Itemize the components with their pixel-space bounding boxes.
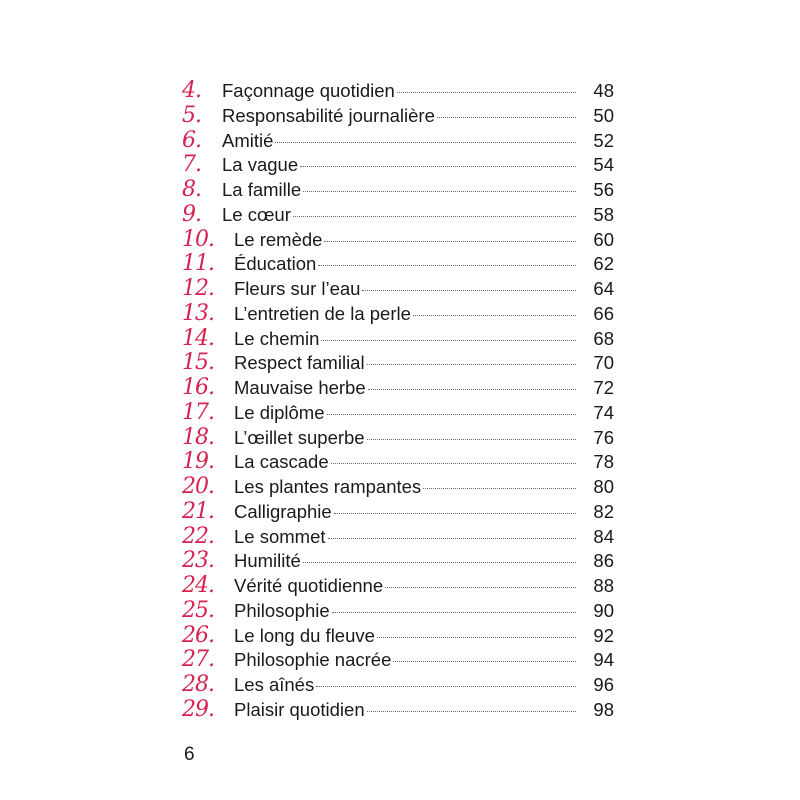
- toc-entry: [182, 698, 614, 723]
- chapter-title: Mauvaise herbe: [234, 377, 366, 398]
- chapter-number: 23.: [182, 548, 214, 574]
- dot-leader: [303, 562, 576, 563]
- chapter-number: 13.: [182, 300, 214, 326]
- toc-entry: [182, 475, 614, 500]
- toc-entry: [182, 327, 614, 352]
- toc-entry: [182, 302, 614, 327]
- toc-entry: [182, 376, 614, 401]
- chapter-title: Plaisir quotidien: [234, 698, 365, 720]
- dot-leader: [367, 711, 576, 712]
- chapter-page: 74: [593, 401, 614, 423]
- chapter-page: 48: [593, 80, 614, 101]
- toc-entry: [182, 203, 614, 228]
- chapter-title: Le diplôme: [234, 401, 325, 423]
- chapter-title: La vague: [222, 154, 299, 176]
- dot-leader: [362, 290, 576, 291]
- toc-entry: [182, 351, 614, 376]
- chapter-number: 7.: [182, 152, 201, 178]
- dot-leader: [332, 612, 576, 613]
- dot-leader: [437, 117, 576, 118]
- chapter-page: 76: [593, 426, 614, 448]
- chapter-page: 68: [593, 327, 614, 349]
- chapter-title: La famille: [222, 179, 302, 200]
- chapter-title: Façonnage quotidien: [222, 80, 395, 101]
- toc-entry: [182, 426, 614, 451]
- dot-leader: [331, 463, 576, 464]
- chapter-page: 84: [593, 525, 614, 547]
- toc-entry: [182, 228, 614, 253]
- chapter-title: Le long du fleuve: [234, 624, 375, 646]
- chapter-title: Le sommet: [234, 525, 326, 547]
- chapter-page: 92: [593, 624, 614, 646]
- toc-entry: [182, 401, 614, 426]
- chapter-number: 11.: [182, 251, 214, 277]
- page-number: 6: [184, 744, 195, 765]
- toc-entry: [182, 104, 614, 129]
- chapter-number: 26.: [182, 622, 214, 648]
- chapter-page: 50: [593, 104, 614, 126]
- chapter-number: 12.: [182, 276, 214, 301]
- dot-leader: [385, 587, 576, 588]
- chapter-title: Humilité: [234, 550, 301, 572]
- chapter-title: Les aînés: [234, 674, 315, 695]
- chapter-title: Respect familial: [234, 352, 365, 374]
- chapter-number: 6.: [182, 127, 201, 153]
- dot-leader: [303, 191, 576, 192]
- chapter-page: 70: [593, 352, 614, 374]
- chapter-page: 78: [593, 451, 614, 473]
- chapter-number: 14.: [182, 325, 214, 351]
- toc-entry: [182, 450, 614, 475]
- chapter-number: 9.: [182, 201, 201, 227]
- chapter-number: 24.: [182, 573, 214, 598]
- chapter-title: La cascade: [234, 451, 329, 473]
- chapter-number: 10.: [182, 226, 214, 252]
- chapter-title: Vérité quotidienne: [234, 575, 384, 596]
- dot-leader: [367, 364, 576, 365]
- toc-entry: [182, 648, 614, 673]
- chapter-number: 5.: [182, 102, 201, 128]
- chapter-title: Responsabilité journalière: [222, 104, 435, 126]
- dot-leader: [393, 661, 576, 662]
- chapter-title: Le cœur: [222, 203, 291, 225]
- chapter-title: Amitié: [222, 129, 274, 151]
- toc-entry: [182, 153, 614, 178]
- toc-entry: [182, 129, 614, 154]
- chapter-number: 28.: [182, 672, 214, 697]
- chapter-page: 98: [593, 698, 614, 720]
- chapter-page: 90: [593, 599, 614, 621]
- chapter-number: 17.: [182, 399, 214, 425]
- toc-entry: [182, 525, 614, 550]
- dot-leader: [324, 241, 576, 242]
- chapter-page: 72: [593, 377, 614, 398]
- chapter-title: L’œillet superbe: [234, 426, 365, 448]
- chapter-number: 19.: [182, 449, 214, 475]
- chapter-page: 66: [593, 302, 614, 324]
- dot-leader: [300, 166, 576, 167]
- dot-leader: [334, 513, 576, 514]
- toc-entry: [182, 79, 614, 104]
- dot-leader: [316, 686, 576, 687]
- toc-entry: [182, 574, 614, 599]
- chapter-number: 15.: [182, 350, 214, 376]
- table-of-contents: [182, 79, 614, 723]
- chapter-page: 88: [593, 575, 614, 596]
- chapter-page: 86: [593, 550, 614, 572]
- toc-entry: [182, 624, 614, 649]
- toc-entry: [182, 500, 614, 525]
- chapter-number: 29.: [182, 696, 214, 722]
- chapter-number: 20.: [182, 474, 214, 499]
- chapter-number: 27.: [182, 647, 214, 673]
- chapter-page: 64: [593, 278, 614, 299]
- toc-entry: [182, 252, 614, 277]
- dot-leader: [423, 488, 576, 489]
- chapter-number: 21.: [182, 498, 214, 524]
- dot-leader: [275, 142, 576, 143]
- chapter-title: Le chemin: [234, 327, 320, 349]
- toc-entry: [182, 673, 614, 698]
- chapter-page: 96: [593, 674, 614, 695]
- dot-leader: [328, 538, 576, 539]
- chapter-page: 80: [593, 476, 614, 497]
- chapter-title: L’entretien de la perle: [234, 302, 411, 324]
- chapter-page: 62: [593, 253, 614, 275]
- dot-leader: [318, 265, 576, 266]
- chapter-title: Philosophie: [234, 599, 330, 621]
- chapter-title: Éducation: [234, 253, 317, 275]
- dot-leader: [377, 637, 576, 638]
- chapter-number: 4.: [182, 78, 201, 103]
- chapter-page: 82: [593, 500, 614, 522]
- chapter-number: 16.: [182, 375, 214, 400]
- chapter-title: Calligraphie: [234, 500, 332, 522]
- chapter-page: 54: [593, 154, 614, 176]
- dot-leader: [327, 414, 576, 415]
- chapter-title: Le remède: [234, 228, 323, 250]
- dot-leader: [321, 340, 576, 341]
- toc-entry: [182, 599, 614, 624]
- chapter-title: Les plantes rampantes: [234, 476, 422, 497]
- chapter-number: 22.: [182, 523, 214, 549]
- chapter-page: 52: [593, 129, 614, 151]
- dot-leader: [368, 389, 576, 390]
- toc-entry: [182, 178, 614, 203]
- dot-leader: [367, 439, 576, 440]
- toc-entry: [182, 549, 614, 574]
- dot-leader: [397, 92, 576, 93]
- dot-leader: [413, 315, 576, 316]
- chapter-number: 25.: [182, 597, 214, 623]
- chapter-page: 60: [593, 228, 614, 250]
- toc-entry: [182, 277, 614, 302]
- chapter-page: 58: [593, 203, 614, 225]
- chapter-title: Fleurs sur l’eau: [234, 278, 361, 299]
- chapter-number: 18.: [182, 424, 214, 450]
- chapter-page: 56: [593, 179, 614, 200]
- chapter-title: Philosophie nacrée: [234, 649, 392, 671]
- chapter-number: 8.: [182, 177, 201, 202]
- dot-leader: [293, 216, 576, 217]
- chapter-page: 94: [593, 649, 614, 671]
